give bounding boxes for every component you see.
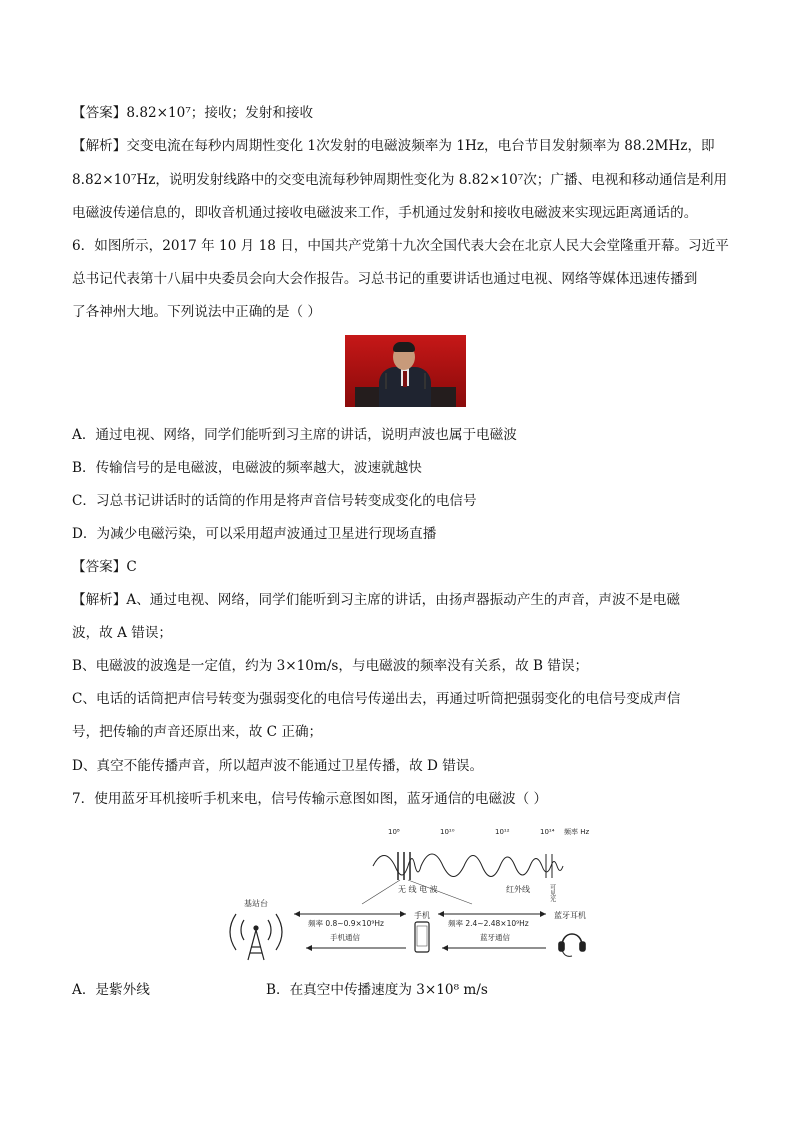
em-wave xyxy=(373,854,563,877)
q6-analysis-line-2: 波，故 A 错误； xyxy=(72,625,173,641)
q5-analysis-line-1 xyxy=(72,137,715,155)
downlink-arrowhead-left xyxy=(306,945,312,951)
freq-tick-4: 10¹⁴ xyxy=(540,828,555,836)
microphone-left xyxy=(385,373,387,389)
right-frequency-label: 频率 2.4~2.48×10⁹Hz xyxy=(448,919,529,928)
q6-analysis-line-3: B、电磁波的波逸是一定值，约为 3×10m/s，与电磁波的频率没有关系，故 B 错误； xyxy=(72,658,589,674)
q6-analysis-line-6: D、真空不能传播声音，所以超声波不能通过卫星传播，故 D 错误。 xyxy=(72,758,484,774)
headset-icon xyxy=(559,934,585,956)
q7-stem: 7．使用蓝牙耳机接听手机来电，信号传输示意图如图，蓝牙通信的电磁波（ ） xyxy=(72,791,548,807)
q6-option-c: C．习总书记讲话时的话筒的作用是将声音信号转变成变化的电信号 xyxy=(72,493,477,509)
q5-analysis-line-2: 8.82×10⁷Hz，说明发射线路中的交变电流每秒钟周期性变化为 8.82×10⁷次；广播、电视和移动通信是利用 xyxy=(72,172,728,188)
answer-label: 【答案】 xyxy=(72,559,127,575)
analysis-text: 交变电流在每秒内周期性变化 1次发射的电磁波频率为 1Hz，电台节目发射频率为 88.2MHz，即 xyxy=(126,138,715,154)
uplink-arrowhead-right xyxy=(400,911,406,917)
q6-stem-line-1: 6．如图所示，2017 年 10 月 18 日，中国共产党第十九次全国代表大会在北京人民大会堂隆重开幕。习近平 xyxy=(72,238,729,254)
q6-option-a: A．通过电视、网络，同学们能听到习主席的讲话，说明声波也属于电磁波 xyxy=(72,427,517,443)
q6-option-d: D．为减少电磁污染，可以采用超声波通过卫星进行现场直播 xyxy=(72,526,437,542)
q6-analysis-line-4: C、电话的话筒把声信号转变为强弱变化的电信号传递出去，再通过听筒把强弱变化的电信号变成声信 xyxy=(72,691,681,707)
bt-arrowhead-left xyxy=(438,911,444,917)
band-radio-label: 无 线 电 波 xyxy=(398,885,438,894)
q5-answer xyxy=(72,104,313,122)
answer-label: 【答案】 xyxy=(72,105,127,121)
headset-label: 蓝牙耳机 xyxy=(554,911,586,920)
base-station-label: 基站台 xyxy=(244,899,268,908)
microphone-right xyxy=(424,373,426,389)
bt-arrowhead-right xyxy=(540,911,546,917)
pointer-line-left xyxy=(362,880,400,904)
q7-option-a: A．是紫外线 xyxy=(72,982,150,998)
base-station-icon xyxy=(230,914,282,960)
answer-text: 8.82×10⁷；接收；发射和接收 xyxy=(126,105,314,121)
q6-option-b: B．传输信号的是电磁波，电磁波的频率越大，波速就越快 xyxy=(72,460,422,476)
freq-unit-label: 频率 Hz xyxy=(564,828,590,836)
freq-tick-1: 10⁸ xyxy=(388,828,400,836)
q6-answer xyxy=(72,558,137,576)
phone-screen-icon xyxy=(417,926,427,946)
signal-transmission-diagram xyxy=(210,822,610,970)
q6-stem-line-3: 了各神州大地。下列说法中正确的是（ ） xyxy=(72,304,322,320)
left-frequency-label: 频率 0.8~0.9×10⁹Hz xyxy=(308,919,384,928)
right-comm-label: 蓝牙通信 xyxy=(480,933,510,942)
left-comm-label: 手机通信 xyxy=(330,933,360,942)
freq-tick-2: 10¹⁰ xyxy=(440,828,455,836)
band-visible-label: 可见光 xyxy=(548,884,556,902)
band-infrared-label: 红外线 xyxy=(506,885,530,894)
answer-text: C xyxy=(126,559,137,575)
q6-stem-line-2: 总书记代表第十八届中央委员会向大会作报告。习总书记的重要讲话也通过电视、网络等媒体迅速传播到 xyxy=(72,271,698,287)
speaker-hair xyxy=(393,342,415,352)
freq-tick-3: 10¹² xyxy=(495,828,510,836)
speaker-photo xyxy=(345,335,466,407)
analysis-label: 【解析】 xyxy=(72,592,127,608)
q5-analysis-line-3: 电磁波传递信息的，即收音机通过接收电磁波来工作，手机通过发射和接收电磁波来实现远距离通话的。 xyxy=(72,205,698,221)
q6-analysis-line-1 xyxy=(72,591,680,609)
q7-option-b: B．在真空中传播速度为 3×10⁸ m/s xyxy=(266,982,488,998)
speaker-tie xyxy=(403,371,407,387)
analysis-text: A、通过电视、网络，同学们能听到习主席的讲话，由扬声器振动产生的声音，声波不是电磁 xyxy=(126,592,680,608)
analysis-label: 【解析】 xyxy=(72,138,127,154)
q6-analysis-line-5: 号，把传输的声音还原出来，故 C 正确； xyxy=(72,724,323,740)
uplink-arrowhead-left xyxy=(294,911,300,917)
bt-arrowhead-bottom xyxy=(442,945,448,951)
phone-label: 手机 xyxy=(414,911,430,920)
